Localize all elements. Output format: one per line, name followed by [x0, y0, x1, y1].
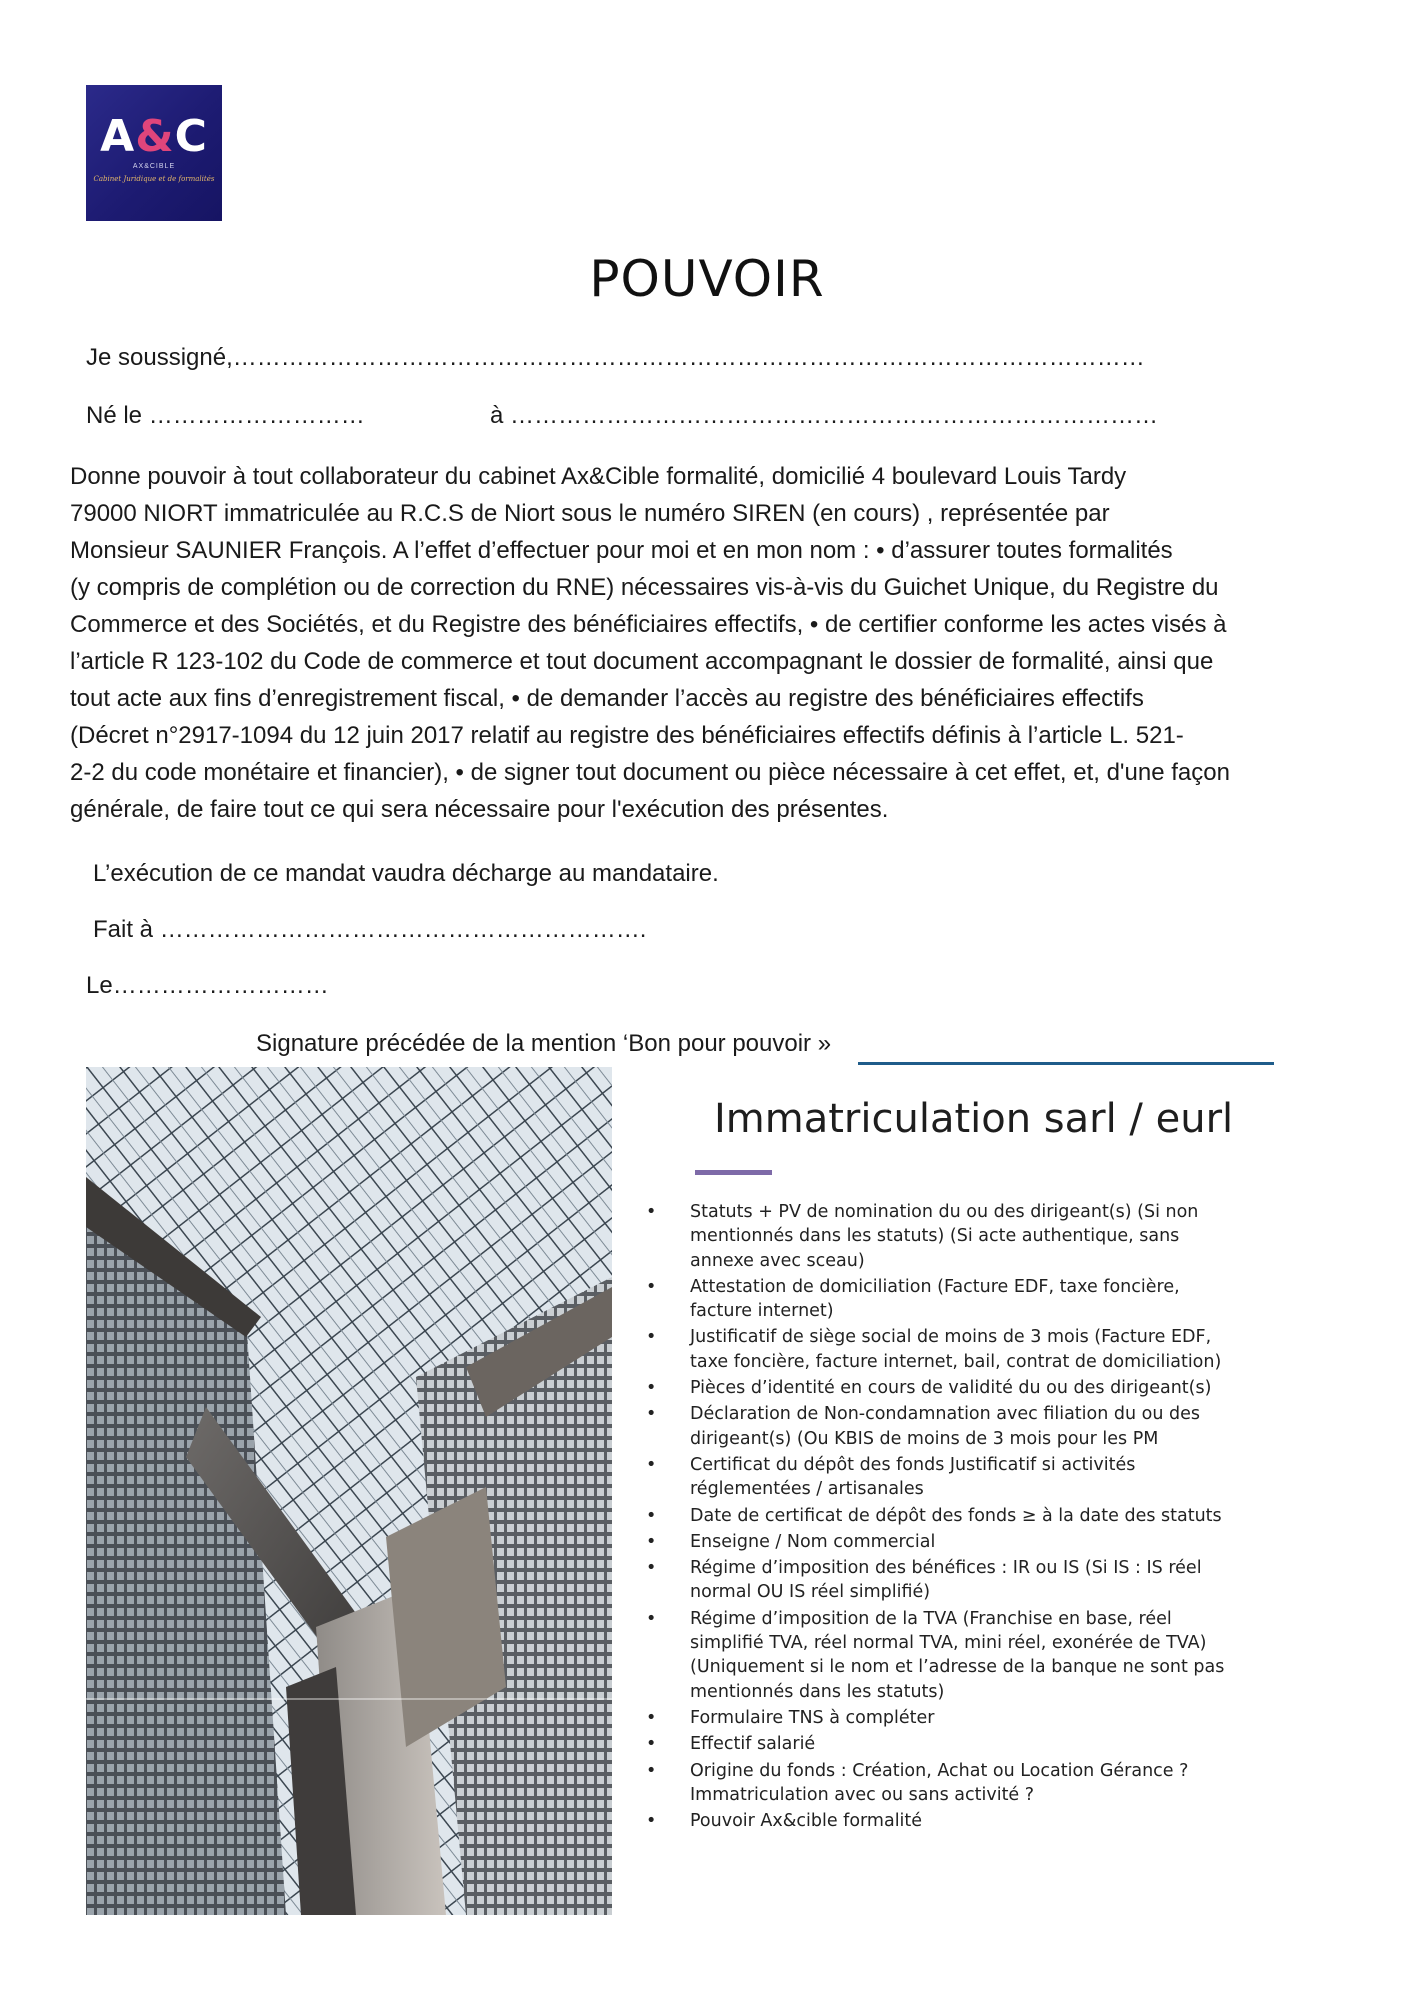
paragraph-line: l’article R 123-102 du Code de commerce et tout document accompagnant le dossier de formalité, ainsi que	[70, 648, 1214, 675]
logo-mark: A&C	[100, 111, 208, 162]
bullet-icon: •	[646, 1531, 657, 1552]
requirement-text: Justificatif de siège social de moins de 3 mois (Facture EDF,	[690, 1327, 1212, 1348]
requirement-text: Statuts + PV de nomination du ou des dirigeant(s) (Si non	[690, 1202, 1199, 1222]
paragraph-line: (y compris de complétion ou de correction du RNE) nécessaires vis-à-vis du Guichet Unique, du Registre du	[70, 574, 1219, 601]
paragraph-line: Commerce et des Sociétés, et du Registre des bénéficiaires effectifs, • de certifier conforme les actes visés à	[70, 611, 1227, 638]
bullet-icon: •	[646, 1760, 657, 1781]
signature-mention: Signature précédée de la mention ‘Bon pour pouvoir »	[256, 1030, 832, 1057]
requirement-item	[646, 1607, 1386, 1704]
requirement-text: mentionnés dans les statuts)	[690, 1681, 945, 1702]
requirement-item	[646, 1402, 1386, 1451]
bullet-icon: •	[646, 1811, 657, 1832]
fait-a-field[interactable]: Fait à …………………………………………………….	[93, 916, 647, 943]
bullet-icon: •	[646, 1734, 657, 1755]
requirement-item	[646, 1706, 1386, 1730]
paragraph-line: générale, de faire tout ce qui sera nécessaire pour l'exécution des présentes.	[70, 796, 889, 823]
requirement-item	[646, 1530, 1386, 1554]
requirement-item	[646, 1504, 1386, 1528]
paragraph-line: Donne pouvoir à tout collaborateur du cabinet Ax&Cible formalité, domicilié 4 boulevard Louis Tardy	[70, 463, 1127, 490]
requirement-text: Attestation de domiciliation (Facture EDF, taxe foncière,	[690, 1276, 1180, 1297]
requirement-text: Certificat du dépôt des fonds Justificatif si activités	[690, 1454, 1136, 1475]
requirement-text: Effectif salarié	[690, 1734, 816, 1755]
requirement-text: (Uniquement si le nom et l’adresse de la banque ne sont pas	[690, 1657, 1225, 1678]
requirement-text: réglementées / artisanales	[690, 1479, 924, 1500]
signature-line	[858, 1062, 1274, 1065]
date-field[interactable]: Le………………………	[86, 972, 329, 999]
building-photo-graphic	[86, 1067, 612, 1915]
bullet-icon: •	[646, 1505, 657, 1526]
requirement-text: taxe foncière, facture internet, bail, contrat de domiciliation)	[690, 1351, 1222, 1372]
bullet-icon: •	[646, 1454, 657, 1475]
requirement-item	[646, 1809, 1386, 1833]
requirement-text: mentionnés dans les statuts) (Si acte authentique, sans	[690, 1226, 1180, 1247]
requirement-text: simplifié TVA, réel normal TVA, mini réel, exonérée de TVA)	[690, 1633, 1207, 1654]
requirement-item	[646, 1453, 1386, 1502]
bullet-icon: •	[646, 1327, 657, 1348]
requirements-list	[646, 1200, 1386, 1835]
bullet-icon: •	[646, 1404, 657, 1425]
bullet-icon: •	[646, 1608, 657, 1629]
logo-subtitle: AX&CIBLE	[132, 163, 176, 170]
requirement-item	[646, 1556, 1386, 1605]
paragraph-line: 2-2 du code monétaire et financier), • de signer tout document ou pièce nécessaire à cet effet, et, d'une façon	[70, 759, 1230, 786]
bullet-icon: •	[646, 1276, 657, 1297]
birth-place-field[interactable]: à ………………………………………………………………………	[490, 402, 1159, 429]
requirement-item	[646, 1325, 1386, 1374]
requirement-item	[646, 1200, 1386, 1273]
logo-tagline: Cabinet Juridique et de formalités	[93, 175, 215, 183]
requirement-item	[646, 1732, 1386, 1756]
requirement-text: Pièces d’identité en cours de validité du ou des dirigeant(s)	[690, 1378, 1212, 1399]
paragraph-line: Monsieur SAUNIER François. A l’effet d’effectuer pour moi et en mon nom : • d’assurer toutes formalités	[70, 537, 1173, 564]
requirement-text: Immatriculation avec ou sans activité ?	[690, 1784, 1035, 1805]
paragraph-line: tout acte aux fins d’enregistrement fiscal, • de demander l’accès au registre des bénéficiaires effectifs	[70, 685, 1144, 712]
bullet-icon: •	[646, 1378, 657, 1399]
requirement-text: Pouvoir Ax&cible formalité	[690, 1811, 923, 1832]
requirement-text: facture internet)	[690, 1301, 834, 1322]
paragraph-line: (Décret n°2917-1094 du 12 juin 2017 relatif au registre des bénéficiaires effectifs définis à l’article L. 521-	[70, 722, 1184, 749]
requirement-text: normal OU IS réel simplifié)	[690, 1582, 931, 1603]
requirement-item	[646, 1376, 1386, 1400]
requirement-text: annexe avec sceau)	[690, 1250, 865, 1271]
bullet-icon: •	[646, 1558, 657, 1579]
document-title: POUVOIR	[589, 250, 825, 308]
bullet-icon: •	[646, 1202, 657, 1222]
requirement-text: Régime d’imposition de la TVA (Franchise en base, réel	[690, 1608, 1172, 1629]
execution-statement: L’exécution de ce mandat vaudra décharge au mandataire.	[93, 860, 719, 887]
title-accent-bar	[695, 1170, 772, 1175]
requirement-item	[646, 1275, 1386, 1324]
birth-date-field[interactable]: Né le ………………………	[86, 402, 365, 429]
requirement-text: Date de certificat de dépôt des fonds ≥ à la date des statuts	[690, 1505, 1222, 1526]
company-logo	[86, 85, 222, 221]
checklist-title: Immatriculation sarl / eurl	[714, 1096, 1234, 1142]
requirement-text: dirigeant(s) (Ou KBIS de moins de 3 mois pour les PM	[690, 1428, 1159, 1449]
requirement-text: Origine du fonds : Création, Achat ou Location Gérance ?	[690, 1760, 1189, 1781]
requirement-text: Formulaire TNS à compléter	[690, 1707, 935, 1728]
mandate-paragraph	[70, 458, 1380, 828]
soussigne-field[interactable]: Je soussigné,……………………………………………………………………………………………………	[86, 344, 1145, 371]
requirement-text: Enseigne / Nom commercial	[690, 1531, 936, 1552]
requirement-text: Régime d’imposition des bénéfices : IR ou IS (Si IS : IS réel	[690, 1558, 1202, 1579]
requirement-item	[646, 1759, 1386, 1808]
building-photo	[86, 1067, 612, 1915]
bullet-icon: •	[646, 1707, 657, 1728]
paragraph-line: 79000 NIORT immatriculée au R.C.S de Niort sous le numéro SIREN (en cours) , représentée par	[70, 500, 1110, 527]
requirement-text: Déclaration de Non-condamnation avec filiation du ou des	[690, 1404, 1200, 1425]
